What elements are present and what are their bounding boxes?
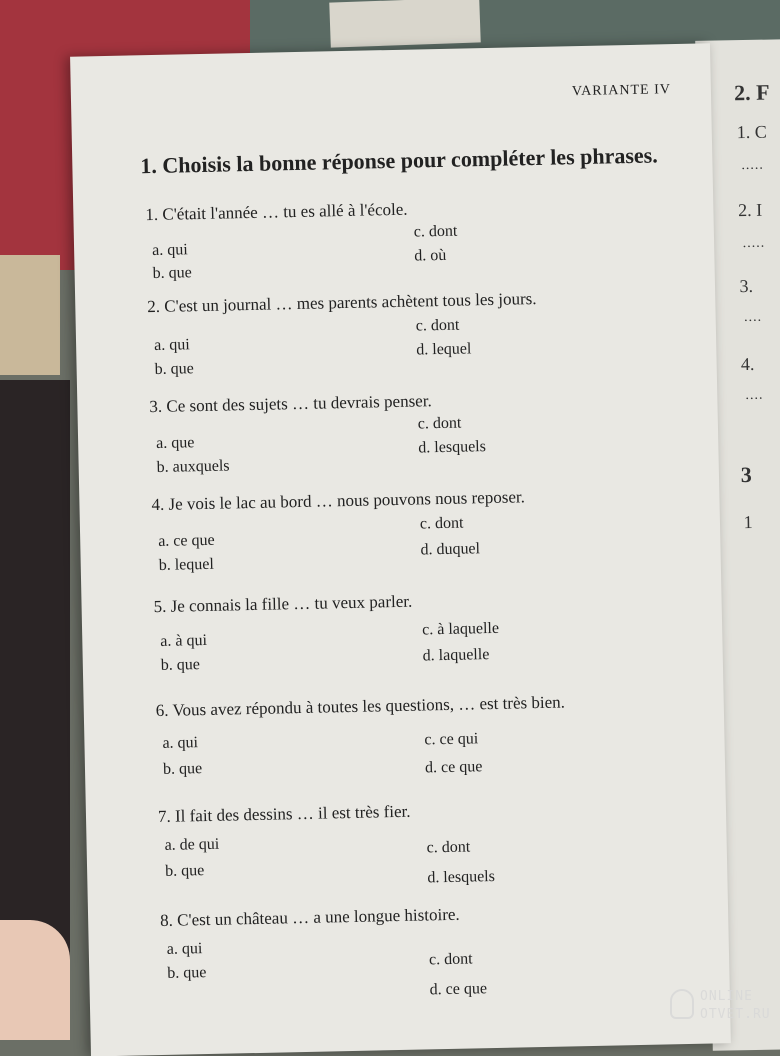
option-c: c. dont bbox=[417, 414, 462, 433]
option-d: d. ce que bbox=[424, 758, 483, 777]
question-2: 2. C'est un journal … mes parents achètent tous les jours. bbox=[147, 288, 537, 317]
option-c: c. dont bbox=[413, 222, 458, 241]
option-c: c. à laquelle bbox=[421, 619, 500, 639]
option-c: c. dont bbox=[428, 950, 473, 969]
question-4: 4. Je vois le lac au bord … nous pouvons nous reposer. bbox=[151, 487, 526, 515]
option-b: b. lequel bbox=[158, 555, 215, 574]
option-a: a. de qui bbox=[164, 835, 220, 854]
question-7: 7. Il fait des dessins … il est très fier. bbox=[157, 801, 411, 827]
option-b: b. auxquels bbox=[156, 457, 230, 476]
option-a: a. qui bbox=[153, 336, 190, 355]
option-c: c. dont bbox=[426, 838, 471, 857]
watermark-line-2: OTVET.RU bbox=[700, 1007, 771, 1022]
right-page-heading: 2. F bbox=[733, 79, 770, 106]
right-page-dots: ..... bbox=[741, 157, 765, 174]
right-page-item-4: 4. bbox=[740, 353, 755, 375]
option-a: a. qui bbox=[166, 940, 203, 958]
option-d: d. lequel bbox=[416, 340, 472, 359]
right-page-dots: ..... bbox=[742, 235, 766, 252]
option-d: d. lesquels bbox=[418, 438, 487, 457]
option-a: a. à qui bbox=[160, 631, 208, 650]
right-page-item-3: 3. bbox=[739, 275, 754, 297]
exercise-title: 1. Choisis la bonne réponse pour compléter les phrases. bbox=[140, 142, 658, 179]
lightbulb-icon bbox=[670, 989, 694, 1019]
option-b: b. que bbox=[152, 264, 192, 283]
right-page-section: 3 bbox=[740, 461, 752, 488]
option-b: b. que bbox=[162, 760, 203, 778]
watermark-line-1: ONLINE bbox=[700, 989, 753, 1004]
option-a: a. qui bbox=[151, 241, 188, 260]
option-d: d. lesquels bbox=[427, 867, 496, 887]
right-page-dots: .... bbox=[743, 309, 763, 326]
option-d: d. laquelle bbox=[422, 646, 490, 665]
right-page-item-1: 1. C bbox=[736, 121, 767, 143]
watermark bbox=[668, 985, 778, 1035]
book-page bbox=[70, 43, 731, 1056]
option-c: c. dont bbox=[419, 514, 464, 533]
option-c: c. ce qui bbox=[424, 730, 479, 749]
background-box bbox=[0, 255, 60, 375]
question-6: 6. Vous avez répondu à toutes les questions, … est très bien. bbox=[155, 692, 566, 721]
option-b: b. que bbox=[167, 964, 207, 982]
option-a: a. que bbox=[156, 434, 195, 452]
option-a: a. qui bbox=[162, 734, 199, 752]
question-8: 8. C'est un château … a une longue histoire. bbox=[159, 904, 460, 931]
option-d: d. ce que bbox=[429, 980, 488, 999]
option-b: b. que bbox=[154, 360, 194, 378]
question-1: 1. C'était l'année … tu es allé à l'école. bbox=[145, 199, 408, 225]
option-c: c. dont bbox=[415, 316, 460, 335]
option-b: b. que bbox=[164, 862, 205, 880]
background-hand bbox=[0, 920, 70, 1040]
option-a: a. ce que bbox=[158, 531, 215, 550]
variant-header: VARIANTE IV bbox=[571, 82, 672, 100]
right-page-subitem: 1 bbox=[743, 511, 753, 533]
option-d: d. où bbox=[414, 246, 447, 265]
right-page-item-2: 2. I bbox=[737, 199, 763, 221]
right-page-dots: .... bbox=[745, 387, 764, 404]
question-5: 5. Je connais la fille … tu veux parler. bbox=[153, 591, 413, 617]
option-b: b. que bbox=[160, 656, 201, 674]
question-3: 3. Ce sont des sujets … tu devrais penser. bbox=[149, 391, 432, 417]
background-paper bbox=[329, 0, 480, 48]
option-d: d. duquel bbox=[420, 540, 481, 559]
